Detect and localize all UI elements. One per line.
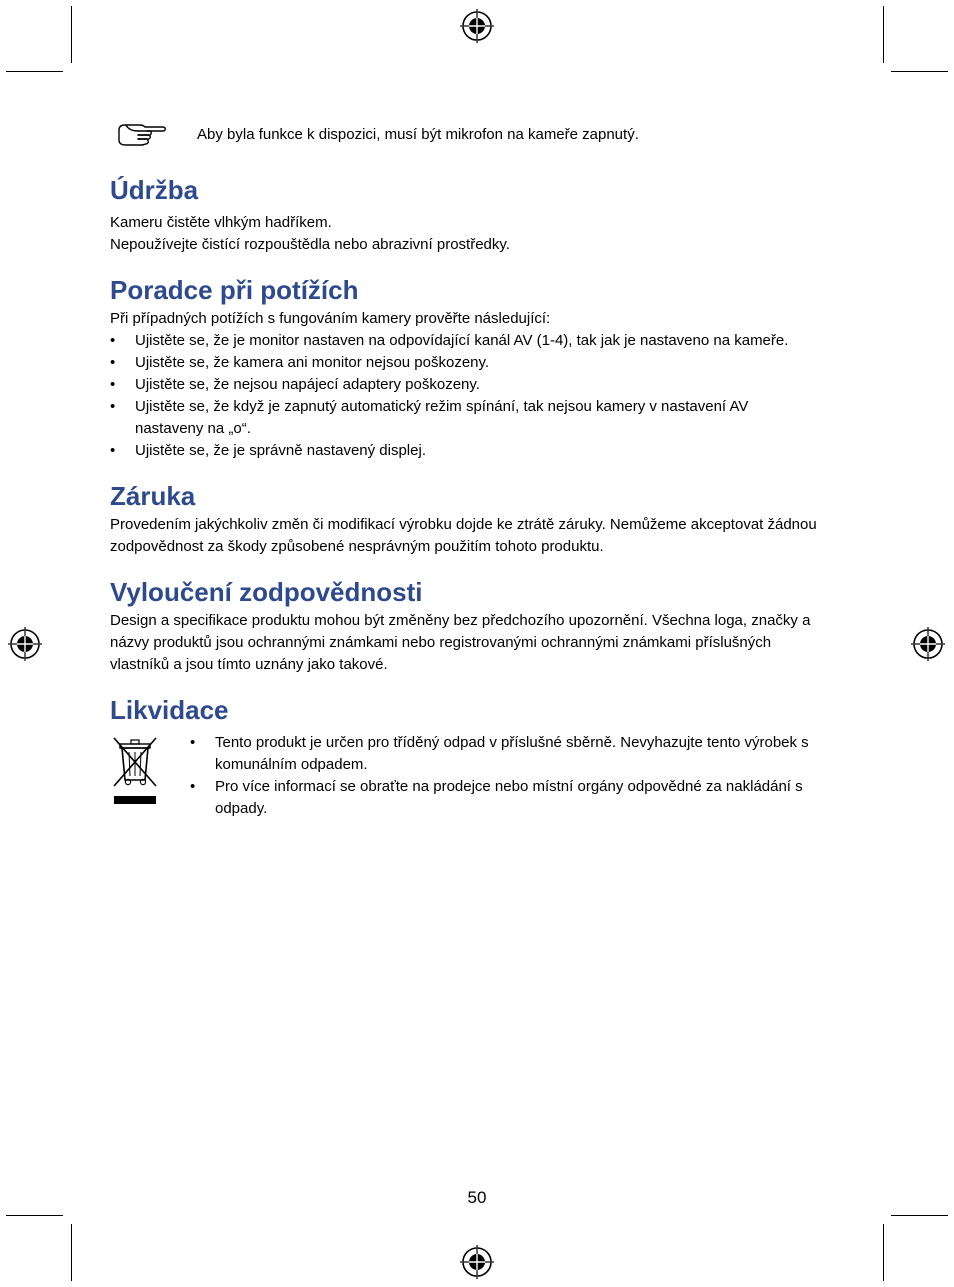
crop-mark — [883, 6, 884, 63]
section-poradce — [110, 272, 850, 462]
section-udrzba — [110, 172, 850, 256]
registration-mark-icon — [8, 627, 42, 661]
crop-mark — [71, 6, 72, 63]
paragraph: Provedením jakýchkoliv změn či modifikací výrobku dojde ke ztrátě záruky. Nemůžeme akceptovat žádnou zodpovědnost za škody způsobené nesprávným použitím tohoto produktu. — [110, 516, 817, 555]
registration-mark-icon — [911, 627, 945, 661]
bullet-list — [110, 330, 850, 462]
section-title: Vyloučení zodpovědnosti — [110, 577, 423, 607]
list-item: • Ujistěte se, že je monitor nastaven na odpovídající kanál AV (1-4), tak jak je nastaveno na kameře. — [110, 330, 850, 352]
section-title: Likvidace — [110, 695, 229, 725]
page-number: 50 — [467, 1188, 487, 1207]
section-title: Záruka — [110, 481, 196, 511]
list-item: • Ujistěte se, že nejsou napájecí adaptery poškozeny. — [110, 374, 850, 396]
disposal-block — [110, 732, 850, 820]
crop-mark — [71, 1224, 72, 1281]
paragraph-intro: Při případných potížích s fungováním kamery prověřte následující: — [110, 310, 551, 327]
list-item: • Ujistěte se, že kamera ani monitor nejsou poškozeny. — [110, 352, 850, 374]
crop-mark — [891, 1215, 948, 1216]
paragraph-line: Kameru čistěte vlhkým hadříkem. — [110, 214, 332, 231]
crop-mark — [6, 1215, 63, 1216]
list-item: • Ujistěte se, že je správně nastavený displej. — [110, 440, 850, 462]
list-item: • Pro více informací se obraťte na prodejce nebo místní orgány odpovědné za nakládání s odpady. — [190, 776, 850, 820]
crossed-out-wheelie-bin-icon — [110, 734, 160, 806]
document-content — [110, 172, 850, 836]
bullet-list — [190, 732, 850, 820]
section-likvidace — [110, 692, 850, 820]
note-text: Aby byla funkce k dispozici, musí být mikrofon na kameře zapnutý. — [197, 126, 639, 143]
section-title: Údržba — [110, 175, 199, 205]
registration-mark-icon — [460, 1245, 494, 1279]
crop-mark — [891, 71, 948, 72]
section-vylouceni — [110, 574, 850, 676]
section-title: Poradce při potížích — [110, 275, 359, 305]
crop-mark — [6, 71, 63, 72]
registration-mark-icon — [460, 9, 494, 43]
list-item: • Tento produkt je určen pro tříděný odpad v příslušné sběrně. Nevyhazujte tento výrobek s komunálním odpadem. — [190, 732, 850, 776]
paragraph-line: Nepoužívejte čistící rozpouštědla nebo abrazivní prostředky. — [110, 236, 510, 253]
crop-mark — [883, 1224, 884, 1281]
paragraph: Design a specifikace produktu mohou být změněny bez předchozího upozornění. Všechna loga, značky a názvy produktů jsou ochrannými známkami nebo registrovanými ochrannými známkami příslušných vlastníků a jsou tímto uznány jako takové. — [110, 612, 811, 673]
section-zaruka — [110, 478, 850, 558]
pointing-hand-icon — [116, 120, 168, 148]
list-item: • Ujistěte se, že když je zapnutý automatický režim spínání, tak nejsou kamery v nastavení AV nastaveny na „o“. — [110, 396, 805, 440]
